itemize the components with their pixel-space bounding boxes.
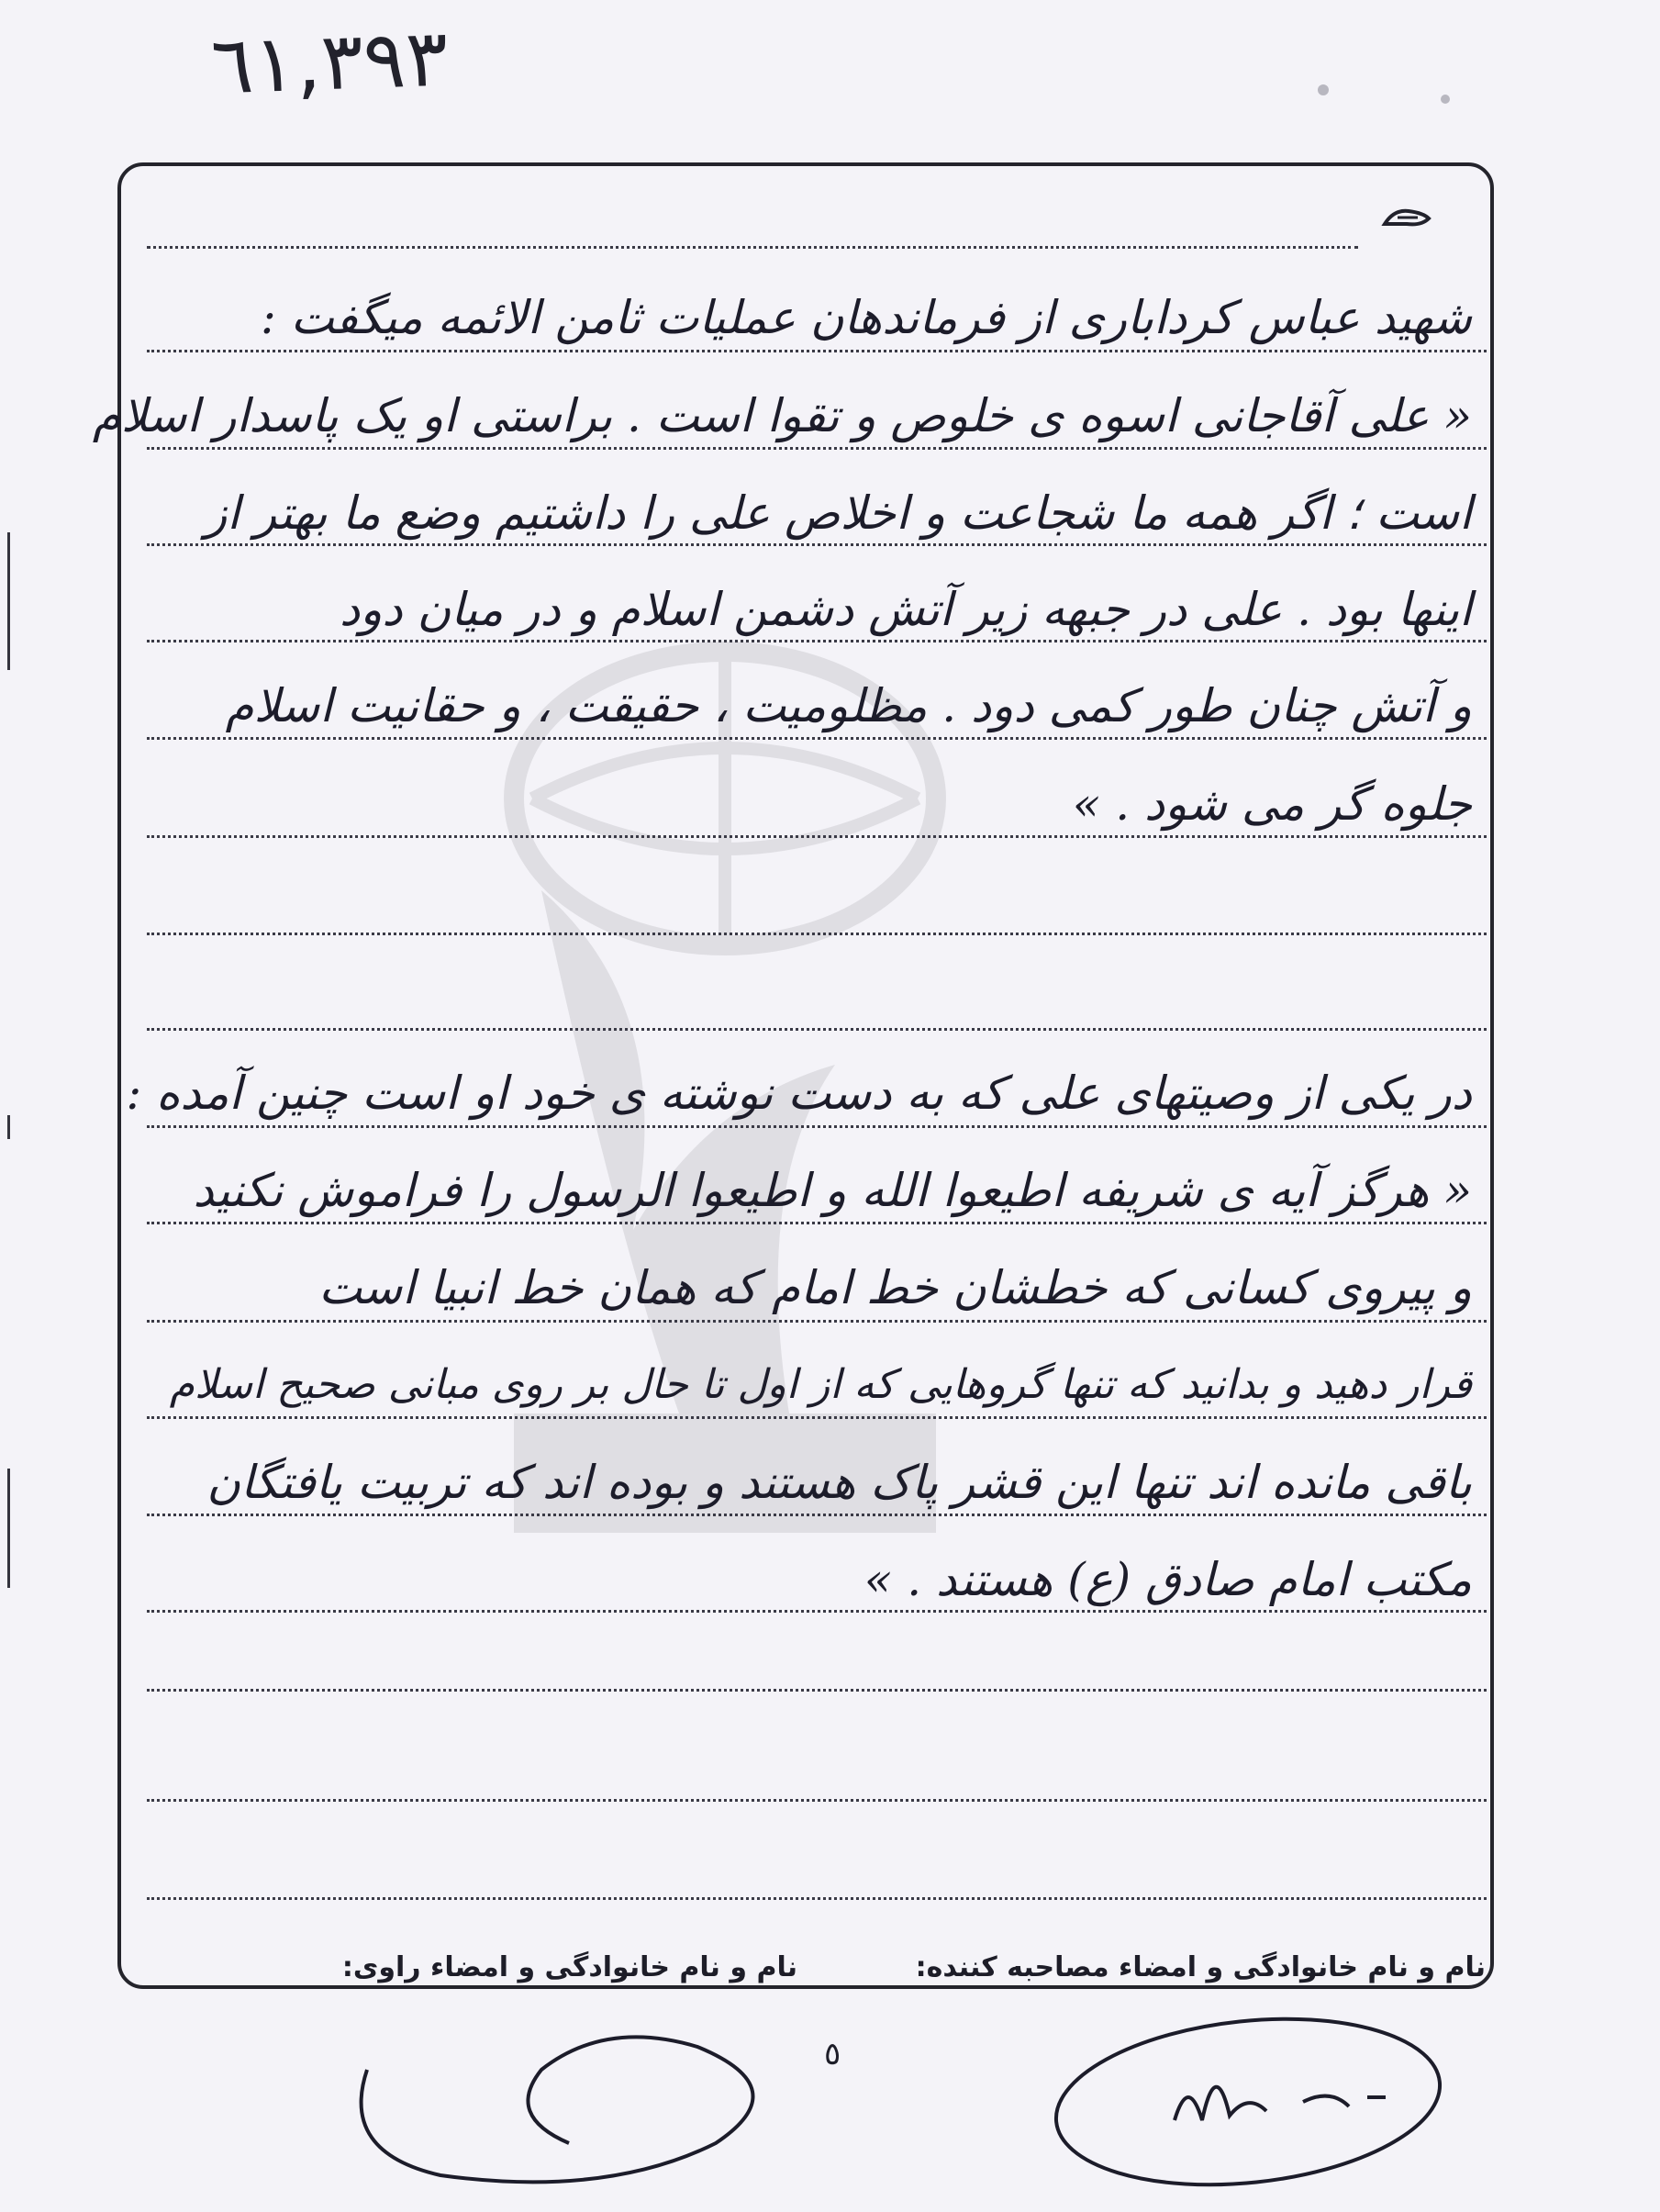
- narrator-signature: [330, 2015, 808, 2198]
- handwriting-line: باقی مانده اند تنها این قشر پاک هستند و بوده اند که تربیت یافتگان: [206, 1456, 1472, 1509]
- handwriting-line: « علی آقاجانی اسوه ی خلوص و تقوا است . براستی او یک پاسدار اسلام: [92, 389, 1472, 442]
- scan-speck: [1318, 84, 1329, 95]
- ruled-line: [147, 543, 1487, 546]
- ruled-line: [147, 246, 1358, 249]
- ruled-line: [147, 1610, 1487, 1613]
- ruled-line: [147, 1125, 1487, 1128]
- ruled-line: [147, 1897, 1487, 1900]
- ruled-line: [147, 1320, 1487, 1323]
- handwriting-line: قرار دهید و بدانید که تنها گروهایی که از اول تا حال بر روی مبانی صحیح اسلام: [169, 1361, 1472, 1408]
- document-number: ٦١,٣٩٣: [209, 12, 450, 113]
- scan-speck: [1441, 95, 1450, 104]
- ruled-line: [147, 1416, 1487, 1419]
- ruled-line: [147, 350, 1487, 352]
- ruled-line: [147, 737, 1487, 740]
- punch-mark: [7, 1115, 19, 1139]
- ruled-line: [147, 1514, 1487, 1516]
- handwriting-line: و آتش چنان طور کمی دود . مظلومیت ، حقیقت ، و حقانیت اسلام: [225, 679, 1472, 732]
- ruled-line: [147, 1799, 1487, 1802]
- handwriting-line: جلوه گر می شود . »: [1072, 777, 1472, 831]
- handwriting-line: اینها بود . علی در جبهه زیر آتش دشمن اسلام و در میان دود: [340, 583, 1472, 636]
- ruled-line: [147, 447, 1487, 450]
- handwriting-line: « هرگز آیه ی شریفه اطیعوا الله و اطیعوا الرسول را فراموش نکنید: [193, 1164, 1472, 1217]
- ruled-line: [147, 835, 1487, 838]
- ruled-line: [147, 933, 1487, 935]
- pen-icon: [1381, 204, 1432, 231]
- narrator-label: نام و نام خانوادگی و امضاء راوی:: [341, 1951, 797, 1983]
- interviewer-label: نام و نام خانوادگی و امضاء مصاحبه کننده:: [915, 1951, 1486, 1983]
- punch-mark: [7, 532, 19, 670]
- interviewer-signature: [1037, 2001, 1459, 2194]
- handwriting-line: شهید عباس کرداباری از فرماندهان عملیات ثامن الائمه میگفت :: [261, 291, 1472, 344]
- ruled-line: [147, 1222, 1487, 1224]
- handwriting-line: است ؛ اگر همه ما شجاعت و اخلاص علی را داشتیم وضع ما بهتر از: [205, 486, 1472, 540]
- handwriting-line: مکتب امام صادق (ع) هستند . »: [863, 1553, 1472, 1606]
- handwriting-line: در یکی از وصیتهای علی که به دست نوشته ی خود او است چنین آمده :: [126, 1067, 1472, 1120]
- handwriting-line: و پیروی کسانی که خطشان خط امام که همان خط انبیا است: [318, 1261, 1472, 1314]
- ruled-line: [147, 640, 1487, 642]
- ruled-line: [147, 1689, 1487, 1692]
- punch-mark: [7, 1469, 19, 1588]
- page-number: ٥: [824, 2036, 841, 2072]
- ruled-line: [147, 1028, 1487, 1031]
